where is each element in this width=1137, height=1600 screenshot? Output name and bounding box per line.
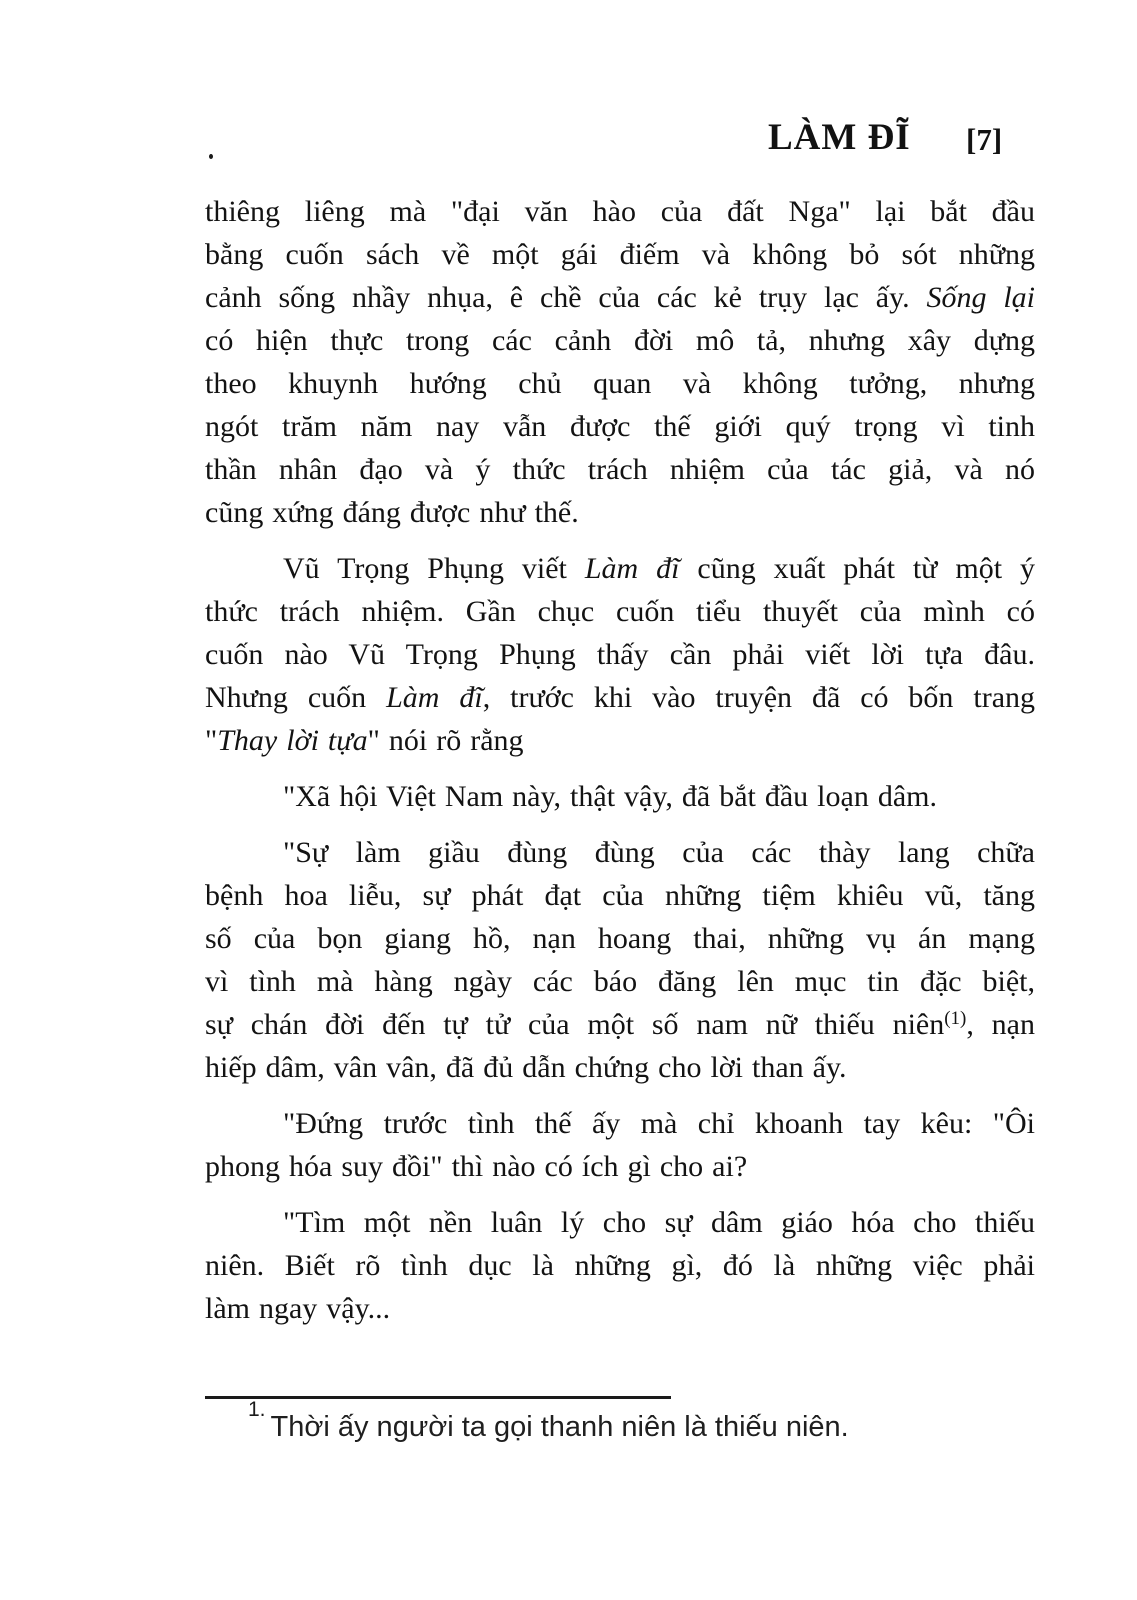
paragraph <box>205 1201 1035 1330</box>
text-run: có hiện thực trong các cảnh đời mô tả, nhưng xây dựng <box>205 324 1035 357</box>
text-line <box>205 1003 1035 1046</box>
text-run: phong hóa suy đồi" thì nào có ích gì cho ai? <box>205 1150 748 1183</box>
text-run: hiếp dâm, vân vân, đã đủ dẫn chứng cho lời than ấy. <box>205 1051 847 1084</box>
ink-dot-artifact <box>209 154 213 159</box>
text-run: sự chán đời đến tự tử của một số nam nữ thiếu niên <box>205 1008 945 1041</box>
text-line <box>205 1244 1035 1287</box>
text-run: "Tìm một nền luân lý cho sự dâm giáo hóa cho thiếu <box>283 1206 1035 1239</box>
text-line <box>205 831 1035 874</box>
text-run: số của bọn giang hồ, nạn hoang thai, những vụ án mạng <box>205 922 1035 955</box>
text-run: " <box>205 724 218 757</box>
text-run: "Xã hội Việt Nam này, thật vậy, đã bắt đầu loạn dâm. <box>283 780 937 813</box>
text-run: vì tình mà hàng ngày các báo đăng lên mục tin đặc biệt, <box>205 965 1035 998</box>
text-line <box>205 547 1035 590</box>
text-run: Vũ Trọng Phụng viết <box>283 552 585 585</box>
text-line <box>205 190 1035 233</box>
text-line <box>205 448 1035 491</box>
text-run: theo khuynh hướng chủ quan và không tưởng, nhưng <box>205 367 1035 400</box>
italic-run: Làm đĩ <box>386 681 483 714</box>
text-run: cũng xứng đáng được như thế. <box>205 496 579 529</box>
text-line <box>205 917 1035 960</box>
text-run: " nói rõ rằng <box>367 724 524 757</box>
text-run: , trước khi vào truyện đã có bốn trang <box>482 681 1036 714</box>
text-line <box>205 319 1035 362</box>
text-run: "Đứng trước tình thế ấy mà chỉ khoanh tay kêu: "Ôi <box>283 1107 1035 1140</box>
text-run: niên. Biết rõ tình dục là những gì, đó là những việc phải <box>205 1249 1035 1282</box>
text-line <box>205 719 1035 762</box>
text-line <box>205 633 1035 676</box>
text-run: Nhưng cuốn <box>205 681 387 714</box>
footnote-separator <box>205 1396 671 1399</box>
text-line <box>205 1287 1035 1330</box>
text-run: "Sự làm giầu đùng đùng của các thày lang chữa <box>283 836 1035 869</box>
text-line <box>205 491 1035 534</box>
footnote-ref: (1) <box>944 1008 967 1029</box>
text-run: làm ngay vậy... <box>205 1292 391 1325</box>
text-line <box>205 874 1035 917</box>
paragraph <box>205 190 1035 534</box>
text-run: ngót trăm năm nay vẫn được thế giới quý trọng vì tinh <box>205 410 1035 443</box>
text-line <box>205 1102 1035 1145</box>
text-line <box>205 1145 1035 1188</box>
paragraph <box>205 547 1035 762</box>
page-number: [7] <box>966 122 1003 157</box>
text-line <box>205 590 1035 633</box>
text-run: thiêng liêng mà "đại văn hào của đất Nga" lại bắt đầu <box>205 195 1035 228</box>
text-line <box>205 1046 1035 1089</box>
text-run: , nạn <box>966 1008 1035 1041</box>
text-run: thần nhân đạo và ý thức trách nhiệm của tác giả, và nó <box>205 453 1035 486</box>
text-run: cảnh sống nhầy nhụa, ê chề của các kẻ trụy lạc ấy. <box>205 281 927 314</box>
text-line <box>205 775 1035 818</box>
paragraph <box>205 831 1035 1089</box>
footnote-text: Thời ấy người ta gọi thanh niên là thiếu niên. <box>270 1411 849 1443</box>
text-run: bệnh hoa liễu, sự phát đạt của những tiệm khiêu vũ, tăng <box>205 879 1035 912</box>
text-line <box>205 276 1035 319</box>
paragraph <box>205 1102 1035 1188</box>
italic-run: Sống lại <box>926 281 1036 314</box>
footnote-marker: 1. <box>248 1398 266 1422</box>
text-run: thức trách nhiệm. Gần chục cuốn tiểu thuyết của mình có <box>205 595 1035 628</box>
paragraph <box>205 775 1035 818</box>
footnote <box>205 1398 1008 1448</box>
text-line <box>205 676 1035 719</box>
text-run: cũng xuất phát từ một ý <box>679 552 1036 585</box>
text-line <box>205 1201 1035 1244</box>
running-header-title: LÀM ĐĨ <box>768 117 911 158</box>
text-run: bằng cuốn sách về một gái điếm và không bỏ sót những <box>205 238 1035 271</box>
text-line <box>205 405 1035 448</box>
italic-run: Thay lời tựa <box>217 724 368 757</box>
text-line <box>205 960 1035 1003</box>
body-paragraphs <box>205 190 1035 1330</box>
italic-run: Làm đĩ <box>584 552 680 585</box>
text-run: cuốn nào Vũ Trọng Phụng thấy cần phải viết lời tựa đâu. <box>205 638 1035 671</box>
text-line <box>205 233 1035 276</box>
text-line <box>205 362 1035 405</box>
